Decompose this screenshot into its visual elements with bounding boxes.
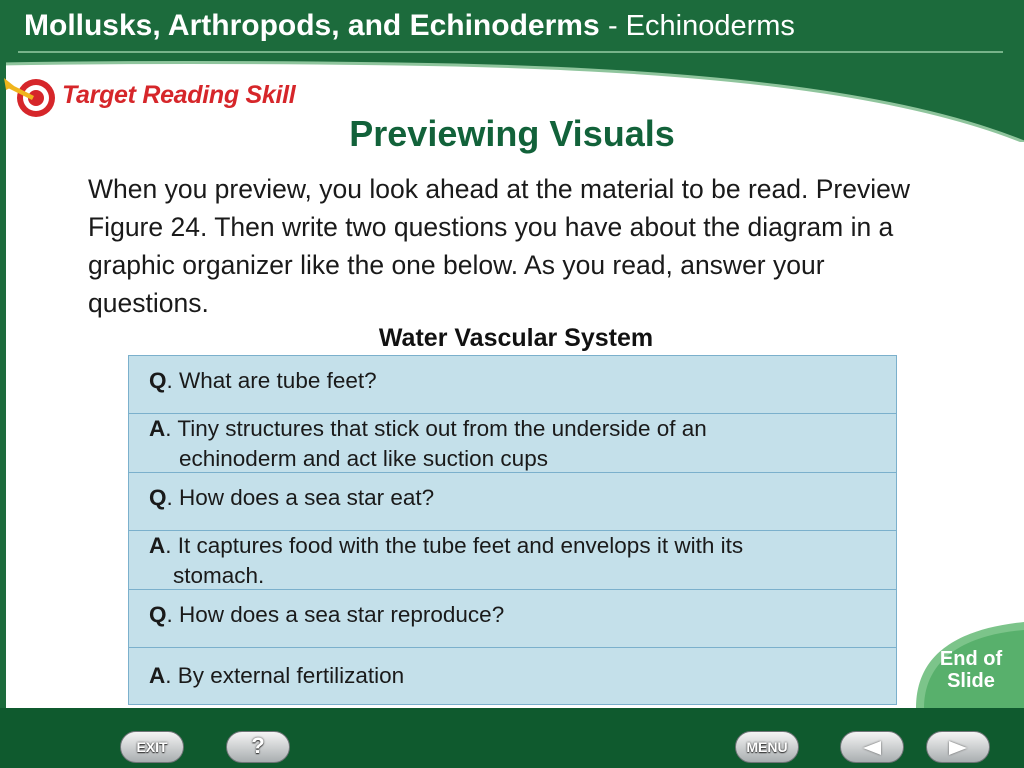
- question-text: . What are tube feet?: [166, 368, 377, 393]
- question-text: . How does a sea star reproduce?: [166, 602, 505, 627]
- answer-text: . By external fertilization: [165, 663, 405, 688]
- organizer-row-answer: [129, 648, 896, 704]
- question-prefix: Q: [149, 368, 167, 393]
- organizer-row-answer: [129, 414, 896, 473]
- answer-prefix: A: [149, 416, 166, 441]
- question-prefix: Q: [149, 602, 167, 627]
- chapter-title: [24, 9, 795, 43]
- left-border: [0, 58, 6, 708]
- end-of-slide-label: [926, 648, 1016, 692]
- end-of-slide-line1: End of: [939, 648, 1003, 670]
- previous-button[interactable]: [840, 731, 904, 763]
- answer-text: . It captures food with the tube feet and envelops it with its: [165, 533, 744, 558]
- answer-text-continued: echinoderm and act like suction cups: [179, 446, 548, 471]
- right-arrow-icon: [949, 741, 967, 755]
- exit-button[interactable]: EXIT: [120, 731, 184, 763]
- organizer-row-question: [129, 473, 896, 531]
- left-arrow-icon: [863, 741, 881, 755]
- next-button[interactable]: [926, 731, 990, 763]
- end-of-slide-line2: Slide: [947, 670, 995, 692]
- organizer-row-question: [129, 356, 896, 414]
- answer-prefix: A: [149, 663, 166, 688]
- question-text: . How does a sea star eat?: [166, 485, 435, 510]
- chapter-title-section: - Echinoderms: [607, 10, 795, 42]
- answer-text: . Tiny structures that stick out from the underside of an: [165, 416, 707, 441]
- organizer-row-answer: [129, 531, 896, 590]
- answer-text-continued: stomach.: [173, 563, 265, 588]
- help-button[interactable]: ?: [226, 731, 290, 763]
- target-reading-skill-label: Target Reading Skill: [62, 81, 296, 109]
- answer-prefix: A: [149, 533, 166, 558]
- organizer-title: Water Vascular System: [378, 324, 654, 352]
- header-bar: [0, 0, 1024, 58]
- organizer-row-question: [129, 590, 896, 648]
- chapter-title-main: Mollusks, Arthropods, and Echinoderms: [24, 9, 600, 42]
- intro-paragraph: When you preview, you look ahead at the material to be read. Preview Figure 24. Then write two questions you have about the diagram in a graphic organizer like the one below. As you read, answer your questions.: [88, 174, 910, 318]
- graphic-organizer: [128, 355, 897, 705]
- menu-button[interactable]: MENU: [735, 731, 799, 763]
- slide-title: Previewing Visuals: [349, 113, 675, 154]
- question-prefix: Q: [149, 485, 167, 510]
